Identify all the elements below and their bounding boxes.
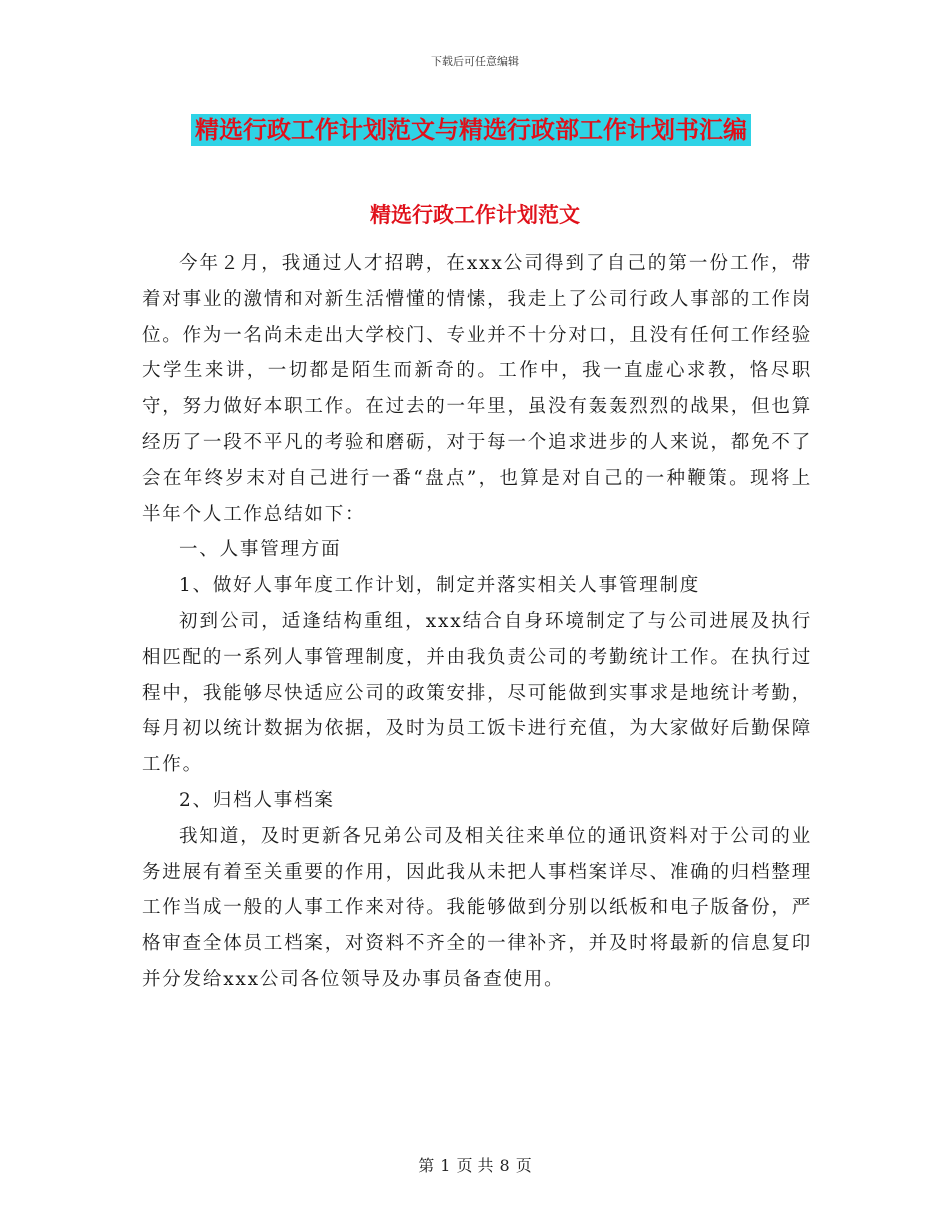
paragraph-annual-plan: 初到公司，适逢结构重组，xxx结合自身环境制定了与公司进展及执行相匹配的一系列人事管理制度，并由我负责公司的考勤统计工作。在执行过程中，我能够尽快适应公司的政策安排，尽可能做到实事求是地统计考勤，每月初以统计数据为依据，及时为员工饭卡进行充值，为大家做好后勤保障工作。 xyxy=(142,610,812,776)
subheading-archive: 2、归档人事档案 xyxy=(179,789,335,811)
footer-suffix: 页 xyxy=(515,1156,532,1175)
paragraph-intro: 今年２月，我通过人才招聘，在xxx公司得到了自己的第一份工作，带着对事业的激情和对新生活懵懂的情愫，我走上了公司行政人事部的工作岗位。作为一名尚未走出大学校门、专业并不十分对口，且没有任何工作经验大学生来讲，一切都是陌生而新奇的。工作中，我一直虚心求教，恪尽职守，努力做好本职工作。在过去的一年里，虽没有轰轰烈烈的战果，但也算经历了一段不平凡的考验和磨砺，对于每一个追求进步的人来说，都免不了会在年终岁末对自己进行一番“盘点”，也算是对自己的一种鞭策。现将上半年个人工作总结如下： xyxy=(142,253,812,525)
document-body xyxy=(142,246,812,998)
page-footer xyxy=(0,1153,950,1176)
footer-prefix: 第 xyxy=(418,1156,435,1175)
footer-page-number: 1 xyxy=(440,1156,451,1175)
header-note: 下载后可任意编辑 xyxy=(431,55,519,68)
section-title: 精选行政工作计划范文 xyxy=(370,202,580,227)
heading-personnel-management: 一、人事管理方面 xyxy=(179,539,342,561)
footer-middle: 页 共 xyxy=(456,1156,494,1175)
subheading-annual-plan: 1、做好人事年度工作计划，制定并落实相关人事管理制度 xyxy=(179,575,701,597)
paragraph-archive: 我知道，及时更新各兄弟公司及相关往来单位的通讯资料对于公司的业务进展有着至关重要的作用，因此我从未把人事档案详尽、准确的归档整理工作当成一般的人事工作来对待。我能够做到分别以纸板和电子版备份，严格审查全体员工档案，对资料不齐全的一律补齐，并及时将最新的信息复印并分发给xxx公司各位领导及办事员备查使用。 xyxy=(142,825,812,990)
document-title: 精选行政工作计划范文与精选行政部工作计划书汇编 xyxy=(191,114,751,146)
footer-total-pages: 8 xyxy=(499,1156,510,1175)
